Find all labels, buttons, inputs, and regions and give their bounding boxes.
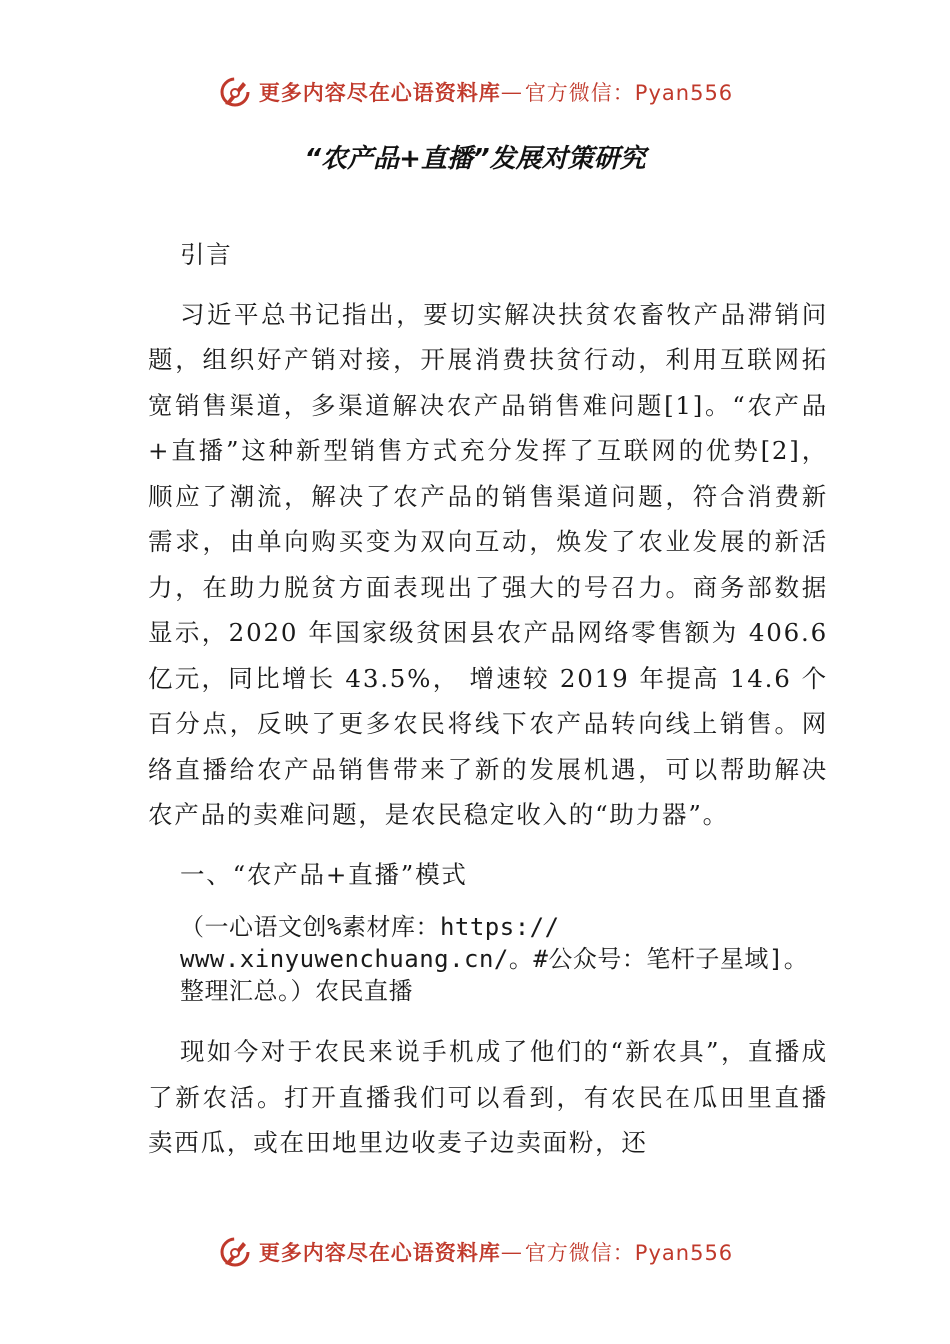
banner-brand-text: 更多内容尽在心语资料库 (258, 80, 501, 105)
header-watermark-banner (0, 72, 950, 112)
banner-separator: — (500, 1240, 523, 1264)
banner-brand-text: 更多内容尽在心语资料库 (258, 1240, 501, 1265)
section-heading-1: 一、“农产品+直播”模式 (180, 859, 468, 889)
source-note: （一心语文创%素材库：https:// www.xinyuwenchuang.cn/。#公众号：笔杆子星域]。整理汇总。）农民直播 (180, 913, 809, 1005)
banner-separator: — (500, 80, 523, 104)
document-title: “农产品+直播”发展对策研究 (304, 144, 646, 174)
intro-paragraph: 习近平总书记指出，要切实解决扶贫农畜牧产品滞销问题，组织好产销对接，开展消费扶贫行动，利用互联网拓宽销售渠道，多渠道解决农产品销售难问题[1]。“农产品+直播”这种新型销售方式充分发挥了互联网的优势[2]，顺应了潮流，解决了农产品的销售渠道问题，符合消费新需求，由单向购买变为双向互动，焕发了农业发展的新活力，在助力脱贫方面表现出了强大的号召力。商务部数据显示，2020 年国家级贫困县农产品网络零售额为 406.6 亿元，同比增长 43.5%， 增速较 2019 年提高 14.6 个百分点，反映了更多农民将线下农产品转向线上销售。网络直播给农产品销售带来了新的发展机遇，可以帮助解决农产品的卖难问题，是农民稳定收入的“助力器”。 (148, 299, 828, 829)
intro-label: 引言 (180, 240, 233, 269)
brush-logo-icon (217, 74, 253, 110)
banner-wechat-text: 官方微信：Pyan556 (524, 1241, 734, 1265)
brush-logo-icon (217, 1234, 253, 1270)
footer-watermark-banner (0, 1232, 950, 1272)
document-body (148, 232, 828, 1180)
banner-wechat-text: 官方微信：Pyan556 (524, 81, 734, 105)
body-paragraph: 现如今对于农民来说手机成了他们的“新农具”，直播成了新农活。打开直播我们可以看到，有农民在瓜田里直播卖西瓜，或在田地里边收麦子边卖面粉，还 (148, 1037, 828, 1157)
